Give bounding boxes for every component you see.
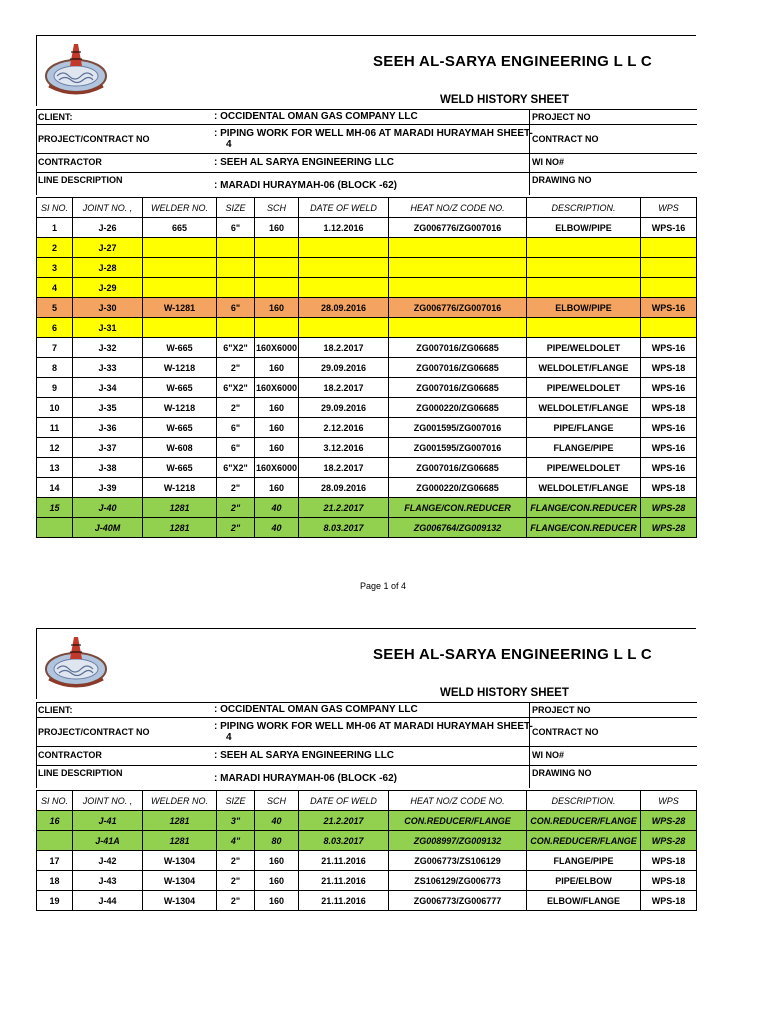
table-cell: ZG006776/ZG007016	[389, 298, 527, 318]
table-cell: J-35	[73, 398, 143, 418]
table-cell: 160X6000	[255, 338, 299, 358]
column-header: SCH	[255, 198, 299, 218]
contractor-value: : SEEH AL SARYA ENGINEERING LLC	[214, 750, 395, 761]
table-cell: W-665	[143, 378, 217, 398]
table-cell: W-1304	[143, 891, 217, 911]
table-row	[37, 338, 697, 358]
table-cell: J-34	[73, 378, 143, 398]
table-cell: 21.11.2016	[299, 851, 389, 871]
table-cell: WPS-18	[641, 891, 697, 911]
table-cell	[527, 318, 641, 338]
table-cell: 8.03.2017	[299, 831, 389, 851]
table-cell	[527, 238, 641, 258]
table-cell: J-41	[73, 811, 143, 831]
table-cell	[143, 258, 217, 278]
table-cell: 160	[255, 218, 299, 238]
table-row	[37, 891, 697, 911]
table-cell: PIPE/FLANGE	[527, 418, 641, 438]
table-cell: WELDOLET/FLANGE	[527, 358, 641, 378]
table-cell: 21.11.2016	[299, 871, 389, 891]
table-cell: W-1218	[143, 478, 217, 498]
project-label: PROJECT/CONTRACT NO	[38, 727, 150, 737]
table-cell: 19	[37, 891, 73, 911]
table-cell: J-43	[73, 871, 143, 891]
table-cell: 1281	[143, 811, 217, 831]
table-cell: 4"	[217, 831, 255, 851]
table-cell: J-42	[73, 851, 143, 871]
wi-no-label: WI NO#	[532, 157, 565, 167]
table-cell: W-1304	[143, 871, 217, 891]
table-cell: FLANGE/PIPE	[527, 438, 641, 458]
contract-no-label: CONTRACT NO	[532, 134, 599, 144]
table-cell: W-665	[143, 418, 217, 438]
table-cell: 7	[37, 338, 73, 358]
column-header: DATE OF WELD	[299, 198, 389, 218]
table-cell: 160	[255, 358, 299, 378]
table-cell: FLANGE/CON.REDUCER	[527, 498, 641, 518]
client-row	[37, 110, 697, 125]
table-cell: ZG001595/ZG007016	[389, 438, 527, 458]
table-row	[37, 871, 697, 891]
weld-table-page-1	[36, 197, 697, 538]
column-header: WPS	[641, 791, 697, 811]
contractor-row	[37, 747, 697, 766]
table-cell: ZG000220/ZG06685	[389, 398, 527, 418]
table-cell	[217, 318, 255, 338]
table-cell: W-608	[143, 438, 217, 458]
table-cell: 160	[255, 438, 299, 458]
table-cell: FLANGE/CON.REDUCER	[389, 498, 527, 518]
table-cell: WPS-18	[641, 851, 697, 871]
table-cell: FLANGE/PIPE	[527, 851, 641, 871]
table-cell: J-39	[73, 478, 143, 498]
table-row	[37, 518, 697, 538]
wi-no-label: WI NO#	[532, 750, 565, 760]
table-cell: 2"	[217, 518, 255, 538]
table-header-row	[37, 198, 697, 218]
table-cell: J-44	[73, 891, 143, 911]
sheet-title: WELD HISTORY SHEET	[440, 94, 569, 106]
table-cell: WPS-18	[641, 358, 697, 378]
table-cell: W-1281	[143, 298, 217, 318]
column-header: HEAT NO/Z CODE NO.	[389, 198, 527, 218]
table-cell: WPS-16	[641, 338, 697, 358]
table-cell: CON.REDUCER/FLANGE	[527, 831, 641, 851]
line-description-value: : MARADI HURAYMAH-06 (BLOCK -62)	[214, 773, 397, 784]
table-cell: 2"	[217, 891, 255, 911]
table-cell: 8	[37, 358, 73, 378]
table-cell: PIPE/WELDOLET	[527, 458, 641, 478]
table-row	[37, 478, 697, 498]
table-cell: 160	[255, 851, 299, 871]
table-cell: 21.2.2017	[299, 811, 389, 831]
table-cell: J-28	[73, 258, 143, 278]
table-cell: 40	[255, 498, 299, 518]
table-cell: ZG006776/ZG007016	[389, 218, 527, 238]
table-cell: 17	[37, 851, 73, 871]
company-logo-icon	[41, 633, 111, 693]
table-cell: 18	[37, 871, 73, 891]
table-cell: W-665	[143, 458, 217, 478]
table-cell: 11	[37, 418, 73, 438]
table-cell: 1281	[143, 518, 217, 538]
table-cell: 18.2.2017	[299, 378, 389, 398]
column-header: WELDER NO.	[143, 791, 217, 811]
table-cell: 15	[37, 498, 73, 518]
table-row	[37, 831, 697, 851]
project-value-line2: 4	[226, 732, 232, 743]
table-cell: ZG007016/ZG06685	[389, 458, 527, 478]
project-no-label: PROJECT NO	[532, 705, 591, 715]
table-cell	[255, 278, 299, 298]
table-cell: 29.09.2016	[299, 398, 389, 418]
table-cell: WPS-28	[641, 518, 697, 538]
column-header: DESCRIPTION.	[527, 198, 641, 218]
table-cell: W-1304	[143, 851, 217, 871]
table-cell: PIPE/ELBOW	[527, 871, 641, 891]
contractor-label: CONTRACTOR	[38, 750, 102, 760]
table-cell: 6	[37, 318, 73, 338]
table-cell: 1281	[143, 498, 217, 518]
table-cell: CON.REDUCER/FLANGE	[527, 811, 641, 831]
table-cell: ELBOW/PIPE	[527, 298, 641, 318]
table-row	[37, 378, 697, 398]
table-row	[37, 811, 697, 831]
table-cell: ZG007016/ZG06685	[389, 338, 527, 358]
table-cell: 160	[255, 871, 299, 891]
weld-table-page-2	[36, 790, 697, 911]
project-value-line1: : PIPING WORK FOR WELL MH-06 AT MARADI HURAYMAH SHEET-	[214, 128, 533, 139]
table-cell: 5	[37, 298, 73, 318]
table-cell	[143, 318, 217, 338]
contractor-value: : SEEH AL SARYA ENGINEERING LLC	[214, 157, 395, 168]
table-cell	[389, 258, 527, 278]
table-cell: 21.2.2017	[299, 498, 389, 518]
column-header: DESCRIPTION.	[527, 791, 641, 811]
table-cell: 6"	[217, 418, 255, 438]
client-row	[37, 703, 697, 718]
table-cell: WPS-16	[641, 418, 697, 438]
table-cell: 6"X2"	[217, 378, 255, 398]
table-cell	[255, 238, 299, 258]
table-cell: 9	[37, 378, 73, 398]
table-cell: 2"	[217, 398, 255, 418]
sheet-title: WELD HISTORY SHEET	[440, 687, 569, 699]
table-cell: 14	[37, 478, 73, 498]
table-row	[37, 438, 697, 458]
project-value-line2: 4	[226, 139, 232, 150]
table-cell: W-1218	[143, 358, 217, 378]
table-cell: FLANGE/CON.REDUCER	[527, 518, 641, 538]
table-cell: 160	[255, 418, 299, 438]
table-cell: 80	[255, 831, 299, 851]
table-cell: ZG006773/ZG006777	[389, 891, 527, 911]
table-cell: 160	[255, 398, 299, 418]
table-cell: WPS-28	[641, 831, 697, 851]
info-block	[36, 702, 697, 788]
table-cell: ZS106129/ZG006773	[389, 871, 527, 891]
table-row	[37, 298, 697, 318]
table-row	[37, 238, 697, 258]
table-cell: ZG007016/ZG06685	[389, 378, 527, 398]
table-header-row	[37, 791, 697, 811]
table-cell: ZG000220/ZG06685	[389, 478, 527, 498]
table-cell	[641, 278, 697, 298]
table-cell: 40	[255, 811, 299, 831]
table-cell: 2"	[217, 851, 255, 871]
table-cell: 6"	[217, 298, 255, 318]
company-name: SEEH AL-SARYA ENGINEERING L L C	[373, 53, 653, 70]
table-cell: WPS-16	[641, 458, 697, 478]
table-cell: 2"	[217, 478, 255, 498]
table-cell: 6"	[217, 438, 255, 458]
table-cell: J-32	[73, 338, 143, 358]
project-row	[37, 125, 697, 154]
table-cell: 16	[37, 811, 73, 831]
table-cell: WPS-28	[641, 498, 697, 518]
column-header: SI NO.	[37, 791, 73, 811]
line-description-row	[37, 766, 697, 788]
project-value-line1: : PIPING WORK FOR WELL MH-06 AT MARADI HURAYMAH SHEET-	[214, 721, 533, 732]
table-cell: WPS-16	[641, 438, 697, 458]
table-cell: J-37	[73, 438, 143, 458]
table-cell: WPS-18	[641, 398, 697, 418]
table-cell	[641, 238, 697, 258]
table-cell	[389, 318, 527, 338]
info-block	[36, 109, 697, 195]
table-cell: 6"X2"	[217, 458, 255, 478]
table-row	[37, 258, 697, 278]
column-header: HEAT NO/Z CODE NO.	[389, 791, 527, 811]
table-cell	[255, 318, 299, 338]
table-cell: 18.2.2017	[299, 458, 389, 478]
page-footer: Page 1 of 4	[360, 581, 407, 591]
table-cell	[143, 238, 217, 258]
table-cell: 665	[143, 218, 217, 238]
drawing-no-label: DRAWING NO	[532, 175, 592, 185]
table-cell	[255, 258, 299, 278]
table-cell	[527, 258, 641, 278]
table-cell: J-29	[73, 278, 143, 298]
table-cell	[299, 258, 389, 278]
table-cell: ZG001595/ZG007016	[389, 418, 527, 438]
table-cell	[389, 278, 527, 298]
table-row	[37, 458, 697, 478]
table-cell: WPS-18	[641, 871, 697, 891]
table-cell: J-33	[73, 358, 143, 378]
table-cell: 2.12.2016	[299, 418, 389, 438]
table-row	[37, 498, 697, 518]
column-header: DATE OF WELD	[299, 791, 389, 811]
table-cell: WPS-16	[641, 218, 697, 238]
table-cell	[217, 238, 255, 258]
table-cell	[37, 518, 73, 538]
table-cell: ELBOW/PIPE	[527, 218, 641, 238]
table-cell: ELBOW/FLANGE	[527, 891, 641, 911]
table-cell: ZG006773/ZS106129	[389, 851, 527, 871]
client-label: CLIENT:	[38, 112, 73, 122]
table-cell: J-36	[73, 418, 143, 438]
table-cell: 13	[37, 458, 73, 478]
sheet-page-1	[36, 35, 696, 533]
table-cell: 21.11.2016	[299, 891, 389, 911]
table-cell: 160	[255, 891, 299, 911]
table-cell: 12	[37, 438, 73, 458]
sheet-header	[36, 628, 696, 699]
table-row	[37, 318, 697, 338]
table-cell: 18.2.2017	[299, 338, 389, 358]
contractor-label: CONTRACTOR	[38, 157, 102, 167]
table-row	[37, 278, 697, 298]
table-cell	[37, 831, 73, 851]
table-cell: 160	[255, 298, 299, 318]
table-cell	[299, 318, 389, 338]
line-description-label: LINE DESCRIPTION	[38, 175, 123, 185]
line-description-label: LINE DESCRIPTION	[38, 768, 123, 778]
table-cell: PIPE/WELDOLET	[527, 378, 641, 398]
table-cell: J-38	[73, 458, 143, 478]
table-cell: 1.12.2016	[299, 218, 389, 238]
table-row	[37, 218, 697, 238]
client-value: : OCCIDENTAL OMAN GAS COMPANY LLC	[214, 111, 418, 122]
table-cell: ZG006764/ZG009132	[389, 518, 527, 538]
table-row	[37, 358, 697, 378]
sheet-header	[36, 35, 696, 106]
table-cell: 160X6000	[255, 378, 299, 398]
project-row	[37, 718, 697, 747]
table-cell: 29.09.2016	[299, 358, 389, 378]
line-description-value: : MARADI HURAYMAH-06 (BLOCK -62)	[214, 180, 397, 191]
table-cell: ZG007016/ZG06685	[389, 358, 527, 378]
table-cell: WPS-28	[641, 811, 697, 831]
table-cell: 10	[37, 398, 73, 418]
table-cell	[217, 258, 255, 278]
table-cell: 160	[255, 478, 299, 498]
table-cell: 2	[37, 238, 73, 258]
table-cell: W-1218	[143, 398, 217, 418]
column-header: SI NO.	[37, 198, 73, 218]
column-header: SCH	[255, 791, 299, 811]
table-cell: 8.03.2017	[299, 518, 389, 538]
table-cell: WELDOLET/FLANGE	[527, 478, 641, 498]
table-cell	[389, 238, 527, 258]
table-cell: W-665	[143, 338, 217, 358]
column-header: JOINT NO. ,	[73, 791, 143, 811]
column-header: JOINT NO. ,	[73, 198, 143, 218]
table-cell: J-41A	[73, 831, 143, 851]
table-cell	[641, 318, 697, 338]
table-cell: CON.REDUCER/FLANGE	[389, 811, 527, 831]
project-label: PROJECT/CONTRACT NO	[38, 134, 150, 144]
sheet-page-2	[36, 628, 696, 906]
table-cell: 40	[255, 518, 299, 538]
client-value: : OCCIDENTAL OMAN GAS COMPANY LLC	[214, 704, 418, 715]
table-cell: 3"	[217, 811, 255, 831]
client-label: CLIENT:	[38, 705, 73, 715]
table-cell: 2"	[217, 871, 255, 891]
table-cell: 6"X2"	[217, 338, 255, 358]
table-row	[37, 398, 697, 418]
column-header: SIZE	[217, 791, 255, 811]
drawing-no-label: DRAWING NO	[532, 768, 592, 778]
table-cell	[299, 238, 389, 258]
line-description-row	[37, 173, 697, 195]
table-cell	[143, 278, 217, 298]
table-cell: 28.09.2016	[299, 478, 389, 498]
table-cell: WELDOLET/FLANGE	[527, 398, 641, 418]
column-header: WELDER NO.	[143, 198, 217, 218]
table-cell: 4	[37, 278, 73, 298]
contractor-row	[37, 154, 697, 173]
table-cell: 6"	[217, 218, 255, 238]
table-cell	[299, 278, 389, 298]
table-cell: J-31	[73, 318, 143, 338]
table-cell: 28.09.2016	[299, 298, 389, 318]
table-cell: 3.12.2016	[299, 438, 389, 458]
table-cell: ZG008997/ZG009132	[389, 831, 527, 851]
table-cell: 160X6000	[255, 458, 299, 478]
table-cell	[527, 278, 641, 298]
table-cell: J-27	[73, 238, 143, 258]
table-cell: PIPE/WELDOLET	[527, 338, 641, 358]
contract-no-label: CONTRACT NO	[532, 727, 599, 737]
table-cell: J-26	[73, 218, 143, 238]
table-cell: J-30	[73, 298, 143, 318]
table-row	[37, 851, 697, 871]
company-logo-icon	[41, 40, 111, 100]
column-header: WPS	[641, 198, 697, 218]
table-cell: J-40M	[73, 518, 143, 538]
company-name: SEEH AL-SARYA ENGINEERING L L C	[373, 646, 653, 663]
table-cell: 1281	[143, 831, 217, 851]
project-no-label: PROJECT NO	[532, 112, 591, 122]
table-row	[37, 418, 697, 438]
table-cell: J-40	[73, 498, 143, 518]
table-cell: WPS-16	[641, 378, 697, 398]
table-cell: WPS-16	[641, 298, 697, 318]
table-cell: 1	[37, 218, 73, 238]
column-header: SIZE	[217, 198, 255, 218]
table-cell	[641, 258, 697, 278]
table-cell	[217, 278, 255, 298]
table-cell: 3	[37, 258, 73, 278]
table-cell: WPS-18	[641, 478, 697, 498]
table-cell: 2"	[217, 498, 255, 518]
table-cell: 2"	[217, 358, 255, 378]
